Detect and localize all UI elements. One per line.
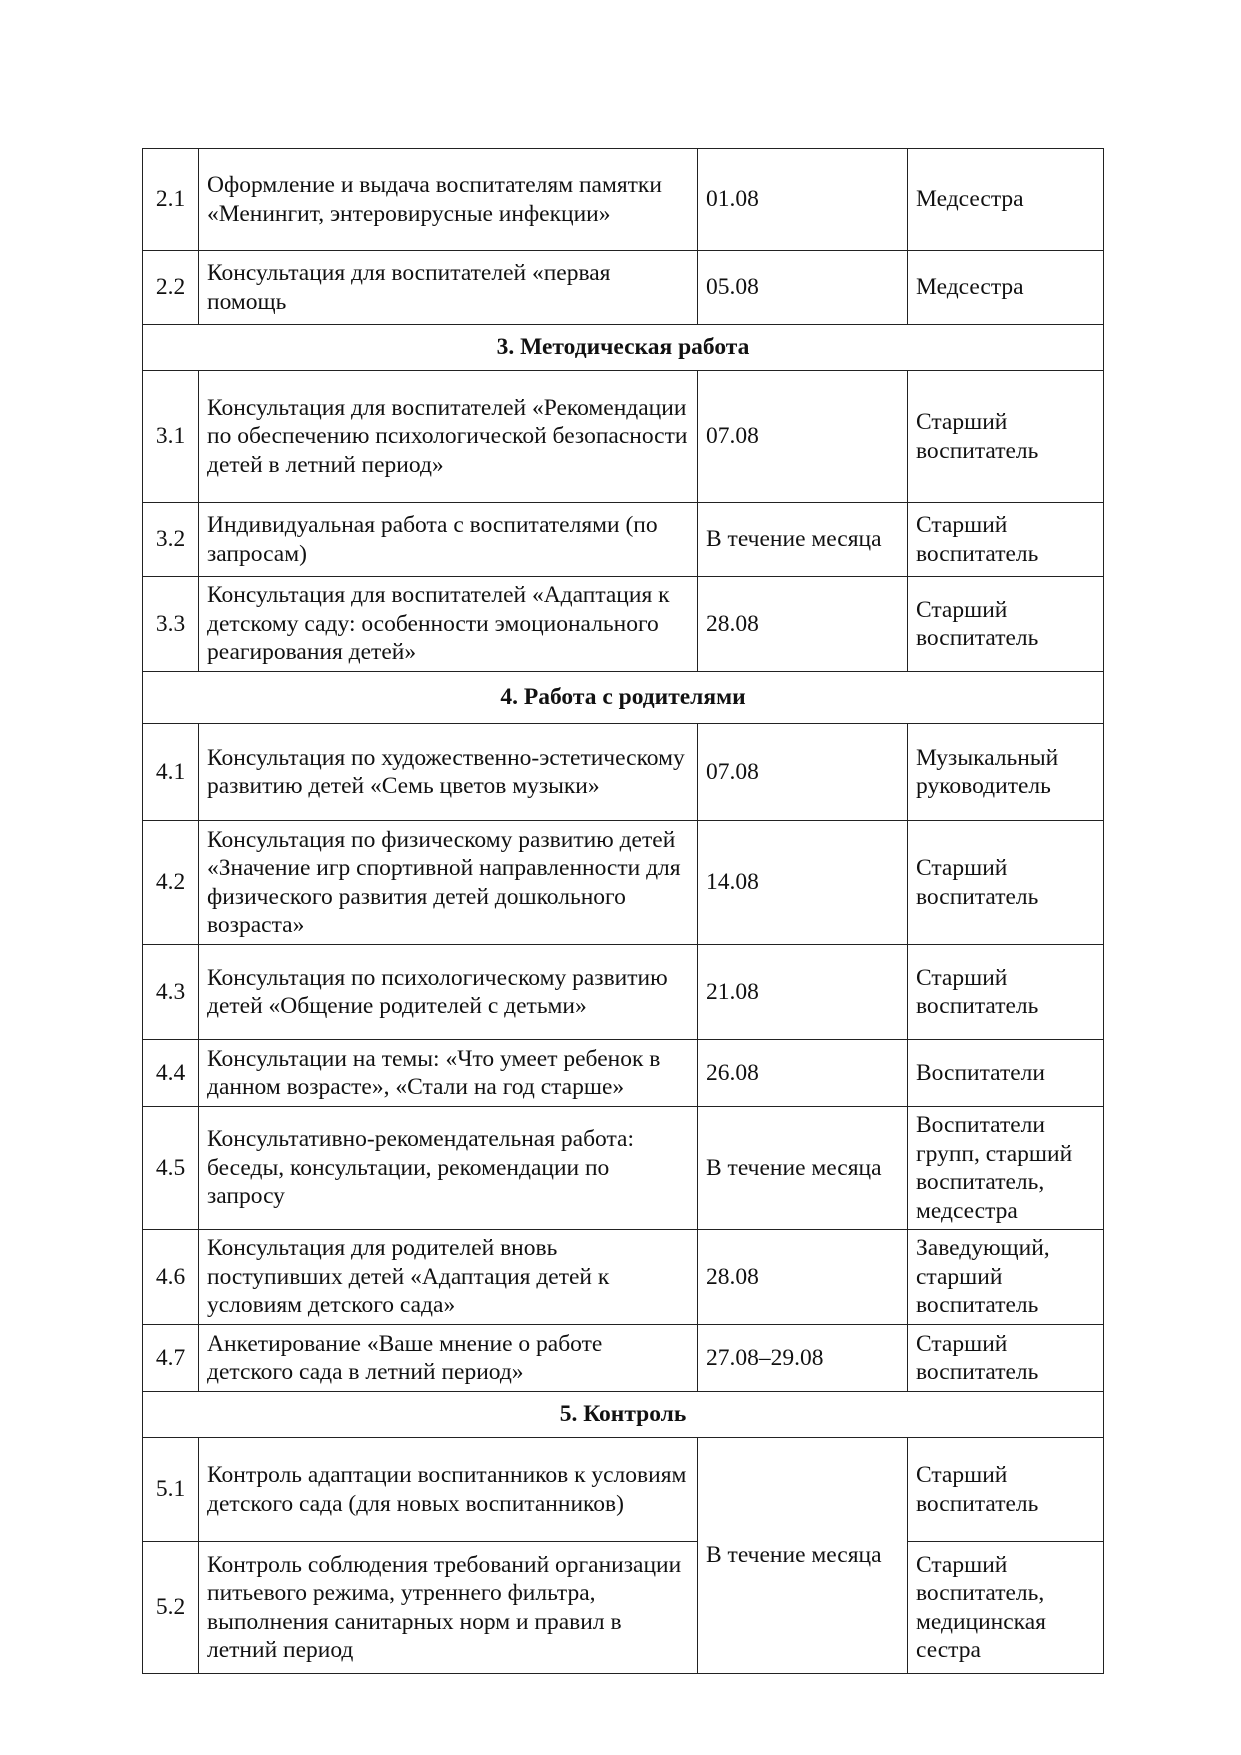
activity-cell: Консультация по художественно-эстетическому развитию детей «Семь цветов музыки» (199, 724, 698, 821)
section-header-row (143, 1392, 1104, 1438)
date-cell: 07.08 (698, 371, 908, 503)
activity-cell: Контроль адаптации воспитанников к условиям детского сада (для новых воспитанников) (199, 1438, 698, 1542)
date-cell: 01.08 (698, 149, 908, 251)
activity-cell: Консультация для воспитателей «первая помощь (199, 251, 698, 325)
responsible-cell: Старший воспитатель (908, 1438, 1104, 1542)
table-row (143, 503, 1104, 577)
row-number: 5.1 (143, 1438, 199, 1542)
row-number: 2.2 (143, 251, 199, 325)
section-header-row (143, 672, 1104, 724)
activity-cell: Анкетирование «Ваше мнение о работе детского сада в летний период» (199, 1325, 698, 1392)
section-title: 3. Методическая работа (143, 325, 1104, 371)
activity-cell: Консультация для родителей вновь поступивших детей «Адаптация детей к условиям детского сада» (199, 1230, 698, 1325)
date-cell: 14.08 (698, 821, 908, 945)
row-number: 5.2 (143, 1542, 199, 1674)
date-cell: 28.08 (698, 577, 908, 672)
row-number: 3.1 (143, 371, 199, 503)
responsible-cell: Медсестра (908, 251, 1104, 325)
table-row (143, 1040, 1104, 1107)
row-number: 4.5 (143, 1107, 199, 1230)
row-number: 4.3 (143, 945, 199, 1040)
responsible-cell: Старший воспитатель (908, 371, 1104, 503)
activity-cell: Консультативно-рекомендательная работа: беседы, консультации, рекомендации по запросу (199, 1107, 698, 1230)
date-cell: 27.08–29.08 (698, 1325, 908, 1392)
activity-cell: Индивидуальная работа с воспитателями (по запросам) (199, 503, 698, 577)
activity-cell: Оформление и выдача воспитателям памятки «Менингит, энтеровирусные инфекции» (199, 149, 698, 251)
responsible-cell: Старший воспитатель (908, 1325, 1104, 1392)
responsible-cell: Старший воспитатель (908, 503, 1104, 577)
activity-cell: Консультация для воспитателей «Рекомендации по обеспечению психологической безопасности детей в летний период» (199, 371, 698, 503)
table-row (143, 149, 1104, 251)
section-title: 5. Контроль (143, 1392, 1104, 1438)
date-cell: 26.08 (698, 1040, 908, 1107)
activity-cell: Консультация по психологическому развитию детей «Общение родителей с детьми» (199, 945, 698, 1040)
responsible-cell: Воспитатели (908, 1040, 1104, 1107)
table-row (143, 1107, 1104, 1230)
responsible-cell: Старший воспитатель (908, 821, 1104, 945)
row-number: 3.3 (143, 577, 199, 672)
table-row (143, 251, 1104, 325)
responsible-cell: Заведующий, старший воспитатель (908, 1230, 1104, 1325)
row-number: 4.7 (143, 1325, 199, 1392)
date-cell: 28.08 (698, 1230, 908, 1325)
table-row (143, 1325, 1104, 1392)
row-number: 4.2 (143, 821, 199, 945)
date-cell: 05.08 (698, 251, 908, 325)
table-row (143, 821, 1104, 945)
section-header-row (143, 325, 1104, 371)
responsible-cell: Старший воспитатель, медицинская сестра (908, 1542, 1104, 1674)
activity-cell: Консультации на темы: «Что умеет ребенок в данном возрасте», «Стали на год старше» (199, 1040, 698, 1107)
row-number: 2.1 (143, 149, 199, 251)
date-cell: 21.08 (698, 945, 908, 1040)
responsible-cell: Старший воспитатель (908, 945, 1104, 1040)
responsible-cell: Музыкальный руководитель (908, 724, 1104, 821)
responsible-cell: Медсестра (908, 149, 1104, 251)
plan-table (142, 148, 1104, 1674)
table-row (143, 371, 1104, 503)
table-row (143, 1230, 1104, 1325)
row-number: 3.2 (143, 503, 199, 577)
activity-cell: Консультация по физическому развитию детей «Значение игр спортивной направленности для физического развития детей дошкольного возраста» (199, 821, 698, 945)
date-cell: 07.08 (698, 724, 908, 821)
table-row (143, 1438, 1104, 1542)
row-number: 4.1 (143, 724, 199, 821)
responsible-cell: Старший воспитатель (908, 577, 1104, 672)
table-row (143, 1542, 1104, 1674)
date-cell: В течение месяца (698, 503, 908, 577)
responsible-cell: Воспитатели групп, старший воспитатель, медсестра (908, 1107, 1104, 1230)
date-cell: В течение месяца (698, 1107, 908, 1230)
table-row (143, 945, 1104, 1040)
table-row (143, 577, 1104, 672)
activity-cell: Консультация для воспитателей «Адаптация к детскому саду: особенности эмоционального реагирования детей» (199, 577, 698, 672)
section-title: 4. Работа с родителями (143, 672, 1104, 724)
row-number: 4.6 (143, 1230, 199, 1325)
activity-cell: Контроль соблюдения требований организации питьевого режима, утреннего фильтра, выполнения санитарных норм и правил в летний период (199, 1542, 698, 1674)
date-cell: В течение месяца (698, 1438, 908, 1674)
row-number: 4.4 (143, 1040, 199, 1107)
table-row (143, 724, 1104, 821)
